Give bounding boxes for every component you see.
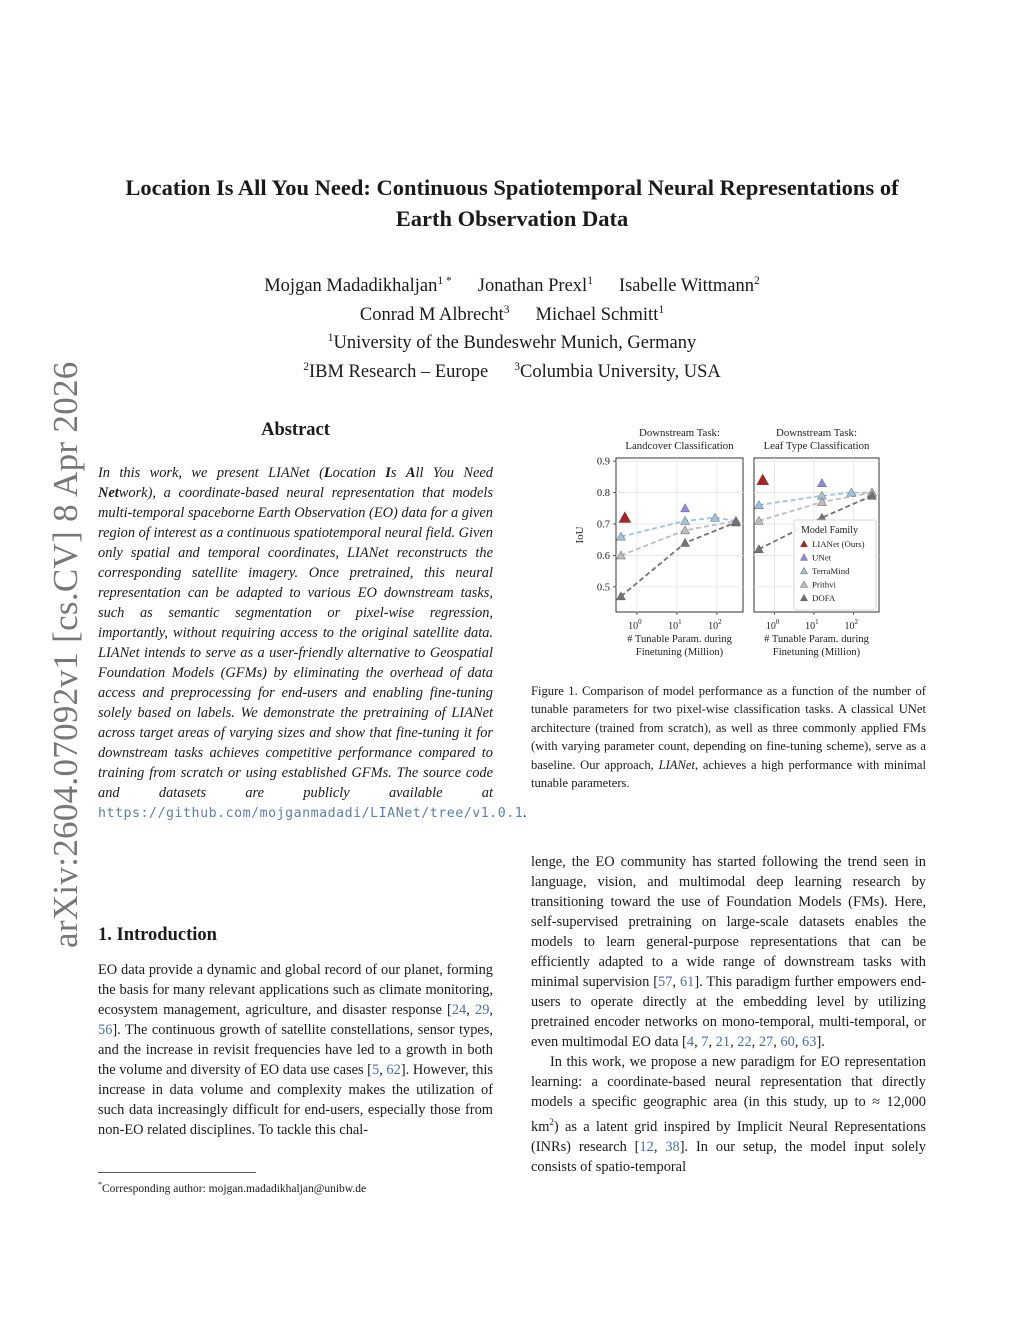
footnote xyxy=(98,1178,498,1196)
citation-link[interactable]: 5 xyxy=(371,1062,380,1078)
affiliation-line-2 xyxy=(150,356,874,385)
y-axis-label: IoU xyxy=(574,526,586,544)
author-name: Michael Schmitt xyxy=(535,304,659,325)
abstract-text: work), a coordinate-based neural representation that models multi-temporal spaceborne Earth Observation (EO) data for a given region of interest as a continuous spatiotemporal neural field. Given only spatial and temporal coordinates, LIANet reconstructs the corresponding satellite imagery. Once pretrained, this neural representation can be adapted to various EO downstream tasks, such as semantic segmentation or pixel-wise regression, importantly, without requiring access to the original satellite data. LIANet intends to serve as a user-friendly alternative to Geospatial Foundation Models (GFMs) by eliminating the overhead of data access and preprocessing for end-users and enabling fine-tuning solely based on labels. We demonstrate the pretraining of LIANet across target areas of varying sizes and show that fine-tuning it for downstream tasks achieves competitive performance compared to training from scratch or using established GFMs. The source code and datasets are publicly available at xyxy=(98,485,493,801)
figure-1-chart xyxy=(568,420,888,665)
abstract-text: s xyxy=(390,465,406,481)
citation-link[interactable]: 27 xyxy=(758,1034,774,1050)
body-text: ]. The continuous growth of satellite constellations, sensor types, and the increase in revisit frequencies have led to a growth in both the volume and diversity of EO data use cases [ xyxy=(98,1022,493,1078)
abstract-text: . xyxy=(523,805,527,821)
affiliation: IBM Research – Europe xyxy=(308,361,489,382)
body-text: ]. This paradigm further empowers end-users to operate directly at the embedding level by utilizing pretrained encoder networks on mono-temporal, multi-temporal, or even multimodal EO data [ xyxy=(531,974,926,1050)
paper-title xyxy=(90,172,934,234)
footnote-text: Corresponding author: mojgan.madadikhaljan@unibw.de xyxy=(102,1182,367,1195)
author-name: Conrad M Albrecht xyxy=(359,304,504,325)
x-tick-label: $10^0$ xyxy=(765,618,780,632)
github-link[interactable]: https://github.com/mojganmadadi/LIANet/tree/v1.0.1 xyxy=(98,806,524,821)
x-tick-label: $10^1$ xyxy=(805,618,819,632)
x-tick-label: $10^2$ xyxy=(708,618,722,632)
abstract-heading: Abstract xyxy=(261,420,330,440)
y-tick-label: 0.7 xyxy=(596,519,610,531)
caption-emphasis: LIANet xyxy=(658,757,695,772)
author-line-1 xyxy=(150,270,874,299)
caption-text: , achieves a high performance with minimal tunable parameters. xyxy=(531,757,926,791)
legend-label: DOFA xyxy=(812,593,836,603)
affil-number: 1 xyxy=(327,332,334,344)
x-axis-label: # Tunable Param. during xyxy=(627,634,732,645)
author-affil: 2 xyxy=(754,275,760,287)
abstract-text: ocation xyxy=(332,465,386,481)
chart-title: Downstream Task: xyxy=(639,427,720,439)
author-affil: 1 * xyxy=(437,275,452,287)
citation-link[interactable]: 21 xyxy=(715,1034,731,1050)
author-name: Isabelle Wittmann xyxy=(618,276,754,296)
intro-column-right xyxy=(531,852,926,1177)
citation-link[interactable]: 60 xyxy=(780,1034,795,1050)
intro-paragraph-2: In this work, we propose a new paradigm for EO representation learning: a coordinate-based neural representation that directly models a specific geographic area (in this study, up to ≈ 12,000 $km^2$) as a latent grid inspired by Implicit Neural Representations (INRs) research [12, 38]. In our setup, the model input solely consists of spatio-temporal xyxy=(531,1054,926,1175)
citation-link[interactable]: 29 xyxy=(475,1002,490,1018)
body-text: ]. In our setup, the model input solely consists of spatio-temporal xyxy=(531,1138,926,1175)
chart-title: Landcover Classification xyxy=(625,440,734,452)
footnote-marker: * xyxy=(98,1180,102,1189)
legend-label: LIANet (Ours) xyxy=(812,539,865,549)
y-tick-label: 0.6 xyxy=(596,550,610,562)
author-affil: 3 xyxy=(503,303,510,316)
legend-label: Prithvi xyxy=(812,579,836,590)
x-axis-label: Finetuning (Million) xyxy=(772,647,861,658)
author-affil: 1 xyxy=(658,303,665,316)
citation-link[interactable]: 24 xyxy=(451,1002,467,1018)
citation-link[interactable]: 22 xyxy=(737,1034,752,1050)
author-line-2 xyxy=(150,299,874,328)
abstract-text: ll You Need xyxy=(415,465,493,481)
affiliation: Columbia University, USA xyxy=(520,361,721,382)
figure-1 xyxy=(568,420,888,665)
citation-link[interactable]: 56 xyxy=(98,1022,113,1038)
citation-link[interactable]: 12 xyxy=(639,1138,654,1155)
legend-label: UNet xyxy=(812,552,832,563)
section-heading-introduction: 1. Introduction xyxy=(98,925,217,945)
affil-number: 2 xyxy=(303,360,309,373)
intro-column-left xyxy=(98,960,493,1140)
caption-text: Figure 1. Comparison of model performance as a function of the number of tunable parameters for two pixel-wise classification tasks. A classical UNet architecture (trained from scratch), as well as three commonly applied FMs (with varying parameter count, depending on fine-tuning scheme), serve as a baseline. Our approach, xyxy=(531,684,926,772)
acronym-letter: A xyxy=(405,465,416,481)
abstract-body xyxy=(98,463,527,824)
y-tick-label: 0.8 xyxy=(596,488,610,500)
body-text: ]. However, this increase in data volume and complexity makes the utilization of such data increasingly difficult for end-users, especially those from non-EO related disciplines. To tackle this chal- xyxy=(98,1062,494,1138)
title-line-1: Location Is All You Need: Continuous Spatiotemporal Neural Representations of xyxy=(125,175,899,200)
citation-link[interactable]: 7 xyxy=(701,1034,709,1050)
x-tick-label: $10^0$ xyxy=(628,618,642,632)
citation-link[interactable]: 62 xyxy=(386,1062,401,1078)
citation-link[interactable]: 63 xyxy=(802,1034,817,1050)
title-line-2: Earth Observation Data xyxy=(395,206,629,231)
arxiv-id: arXiv:2604.07092v1 [cs.CV] 8 Apr 2026 xyxy=(46,361,85,948)
plot-frame xyxy=(616,458,743,612)
author-affil: 1 xyxy=(587,275,593,287)
citation-link[interactable]: 61 xyxy=(679,974,695,990)
x-tick-label: $10^1$ xyxy=(668,618,682,632)
body-text: EO data provide a dynamic and global record of our planet, forming the basis for many relevant applications such as climate monitoring, ecosystem management, agriculture, and disaster response [ xyxy=(98,962,493,1018)
x-tick-label: $10^2$ xyxy=(844,618,859,632)
author-name: Mojgan Madadikhaljan xyxy=(264,276,438,296)
x-axis-label: Finetuning (Million) xyxy=(635,647,724,658)
y-tick-label: 0.5 xyxy=(596,582,610,594)
legend-label: TerraMind xyxy=(812,566,850,576)
acronym-letter: Net xyxy=(98,485,119,501)
affiliation-line-1 xyxy=(150,327,874,356)
citation-link[interactable]: 57 xyxy=(658,974,673,990)
y-tick-label: 0.9 xyxy=(596,456,610,468)
affil-number: 3 xyxy=(514,360,521,373)
chart-title: Leaf Type Classification xyxy=(763,440,870,452)
body-text: lenge, the EO community has started following the trend seen in language, vision, and multimodal deep learning research by transitioning toward the use of Foundation Models (FMs). Here, self-supervised pretraining on large-scale datasets enables the models to learn general-purpose representations that can be efficiently adapted to a wide range of downstream tasks with minimal supervision [ xyxy=(531,854,926,990)
author-name: Jonathan Prexl xyxy=(477,276,588,296)
legend-title: Model Family xyxy=(801,525,858,536)
figure-1-caption xyxy=(531,682,926,792)
acronym-letter: L xyxy=(323,465,333,481)
intro-paragraph-1: EO data provide a dynamic and global record of our planet, forming the basis for many relevant applications such as climate monitoring, ecosystem management, agriculture, and disaster response [24, 29, 56]. The continuous growth of satellite constellations, sensor types, and the increase in revisit frequencies have led to a growth in both the volume and diversity of EO data use cases [5, 62]. However, this increase in data volume and complexity makes the utilization of such data increasingly difficult for end-users, especially those from non-EO related disciplines. To tackle this chal- xyxy=(98,962,494,1138)
author-block xyxy=(150,270,874,384)
abstract-text: In this work, we present LIANet ( xyxy=(98,465,324,481)
x-axis-label: # Tunable Param. during xyxy=(764,634,869,645)
arxiv-sidebar xyxy=(28,361,85,948)
footnote-rule xyxy=(98,1172,256,1173)
acronym-letter: I xyxy=(385,465,391,481)
citation-link[interactable]: 4 xyxy=(686,1034,695,1050)
body-text: In this work, we propose a new paradigm for EO representation learning: a coordinate-based neural representation that directly models a specific geographic area (in this study, up to ≈ 12,000 km xyxy=(531,1054,926,1135)
citation-link[interactable]: 38 xyxy=(665,1138,680,1155)
intro-paragraph-1-continued: lenge, the EO community has started following the trend seen in language, vision, and multimodal deep learning research by transitioning toward the use of Foundation Models (FMs). Here, self-supervised pretraining on large-scale datasets enables the models to learn general-purpose representations that can be efficiently adapted to a wide range of downstream tasks with minimal supervision [57, 61]. This paradigm further empowers end-users to operate directly at the embedding level by utilizing pretrained encoder networks on mono-temporal, multi-temporal, or even multimodal EO data [4, 7, 21, 22, 27, 60, 63]. xyxy=(531,854,926,1050)
chart-title: Downstream Task: xyxy=(776,427,857,439)
body-text: ) as a latent grid inspired by Implicit Neural Representations (INRs) research [ xyxy=(531,1118,926,1155)
affiliation: University of the Bundeswehr Munich, Germany xyxy=(333,333,697,353)
superscript: 2 xyxy=(549,1117,554,1127)
body-text: ]. xyxy=(816,1034,825,1050)
